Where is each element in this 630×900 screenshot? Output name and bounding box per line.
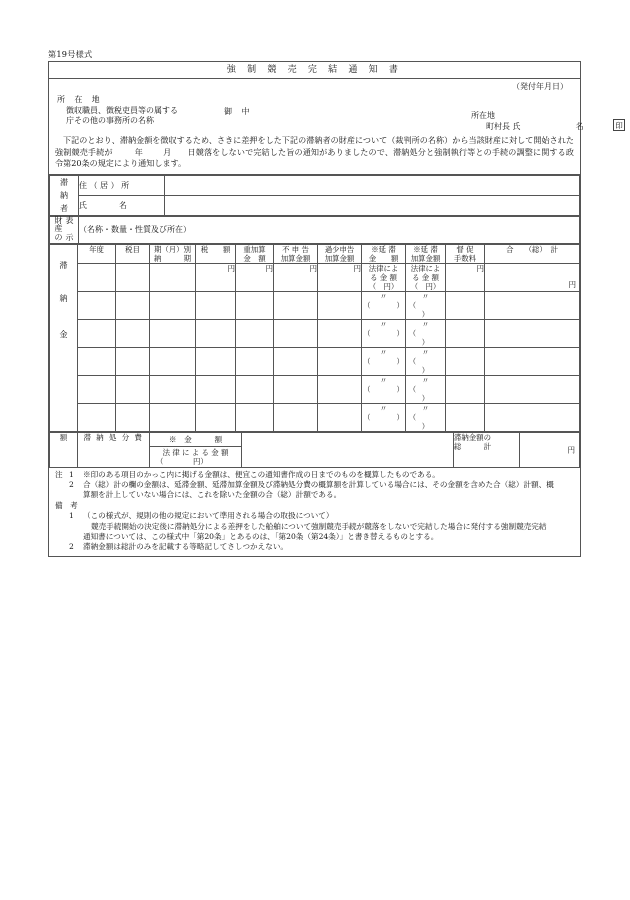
cell-entaikin[interactable] xyxy=(362,319,406,347)
ditto-entaikasan: 〃 xyxy=(421,403,430,413)
cell-entaikasan[interactable] xyxy=(406,403,446,431)
cell-zeimoku[interactable] xyxy=(116,375,150,403)
cell-fushinkoku[interactable] xyxy=(274,319,318,347)
cell-kibetsu[interactable] xyxy=(150,291,196,319)
bikou-2-text: 滞納金額は総計のみを記載する等略記してさしつかえない。 xyxy=(83,542,289,552)
recipient-office-line2: 庁その他の事務所の名称 xyxy=(66,116,154,125)
col-header-nendo: 年度 xyxy=(78,244,116,263)
cell-zeigaku[interactable] xyxy=(196,347,236,375)
cell-fushinkoku[interactable] xyxy=(274,403,318,431)
ditto-entaikasan: 〃 xyxy=(421,291,430,301)
form-frame xyxy=(48,61,623,557)
bikou-item-1 xyxy=(55,511,574,542)
cell-jukasan[interactable] xyxy=(236,347,274,375)
paren-entaikin xyxy=(362,413,405,422)
col-header-kashoshinkoku xyxy=(318,244,362,263)
ditto-entaikasan: 〃 xyxy=(421,319,430,329)
shobunhi-houritsu-block xyxy=(150,447,241,467)
notes-section xyxy=(49,468,580,556)
unit-entaikin-l3: （ 円） xyxy=(368,281,399,291)
property-header-note: （名称・数量・性質及び所在） xyxy=(79,225,191,235)
note-item-2 xyxy=(55,480,574,501)
unit-goukei-cell xyxy=(485,263,580,291)
ditto-entaikin: 〃 xyxy=(379,319,388,329)
shobunhi-houritsu-l2: （ 円） xyxy=(156,456,208,466)
cell-fushinkoku[interactable] xyxy=(274,375,318,403)
issuer-name-line xyxy=(486,121,584,132)
property-table xyxy=(49,216,580,244)
cell-nendo[interactable] xyxy=(78,319,116,347)
issue-date-label: （発付年月日） xyxy=(512,82,568,91)
paren-entaikasan xyxy=(406,385,445,403)
col-header-jukasan xyxy=(236,244,274,263)
cell-goukei[interactable] xyxy=(485,347,580,375)
paren-entaikin xyxy=(362,357,405,366)
cell-kashoshinkoku[interactable] xyxy=(318,403,362,431)
body-line-1: 下記のとおり、滞納金額を徴収するため、さきに差押をした下記の滞納者の財産について（裁判所の名称）から当該財産に対して開始された xyxy=(63,135,574,145)
cell-goukei[interactable] xyxy=(485,403,580,431)
cell-zeigaku[interactable] xyxy=(196,319,236,347)
cell-entaikin[interactable] xyxy=(362,375,406,403)
paren-entaikin xyxy=(362,385,405,394)
paren-open: （ xyxy=(363,328,371,338)
summary-spacer-cell xyxy=(242,432,454,467)
col-header-fushinkoku-l1: 不 申 告 xyxy=(282,244,309,254)
unit-tokusoku: 円 xyxy=(446,263,485,291)
body-line-3: 第20条の規定により通知します。 xyxy=(63,158,187,169)
amounts-unit-row xyxy=(50,263,580,291)
soukei-label-l2: 総 計 xyxy=(454,441,491,451)
col-header-entaikasan-l1: ※延 滞 xyxy=(413,244,438,254)
soukei-label-cell xyxy=(454,432,520,467)
unit-entaikin xyxy=(362,263,406,291)
bikou-1-text-l3: 通知書については、この様式中「第20条」とあるのは、「第20条（第24条）」と書き替えるものとする。 xyxy=(83,532,439,541)
paren-close: ） xyxy=(396,384,404,394)
taxpayer-table xyxy=(49,175,580,216)
paren-close: ） xyxy=(421,309,430,319)
paren-open: （ xyxy=(363,356,371,366)
paren-open: （ xyxy=(408,412,417,422)
recipient-block xyxy=(57,95,178,127)
cell-tokusoku[interactable] xyxy=(446,375,485,403)
property-side-char-2: 産 xyxy=(54,224,63,234)
paren-entaikasan xyxy=(406,329,445,347)
ditto-entaikin: 〃 xyxy=(379,347,388,357)
cell-kibetsu[interactable] xyxy=(150,403,196,431)
unit-entaikasan-l3: （ 円） xyxy=(410,281,441,291)
chu-label: 注 xyxy=(55,469,63,479)
cell-goukei[interactable] xyxy=(485,319,580,347)
bikou-2-num: 2 xyxy=(69,542,74,552)
cell-kashoshinkoku[interactable] xyxy=(318,347,362,375)
unit-cell-kibetsu[interactable] xyxy=(150,263,196,291)
cell-kibetsu[interactable] xyxy=(150,319,196,347)
issuer-title-label: 町村長 氏 xyxy=(486,122,521,131)
bikou-1-num: 1 xyxy=(69,511,74,521)
summary-side-label: 額 xyxy=(50,432,78,467)
col-header-fushinkoku-l2: 加算金額 xyxy=(280,253,311,263)
body-paragraph xyxy=(49,132,580,175)
taxpayer-address-label: 住 （ 居 ） 所 xyxy=(79,175,165,195)
paren-close: ） xyxy=(421,337,430,347)
property-side-char-5: 示 xyxy=(65,232,74,242)
seal-stamp-box: 印 xyxy=(613,119,625,131)
cell-nendo[interactable] xyxy=(78,291,116,319)
cell-entaikasan[interactable] xyxy=(406,347,446,375)
cell-fushinkoku[interactable] xyxy=(274,291,318,319)
taxpayer-side-char-2: 納 xyxy=(60,190,68,200)
body-line-2b: 日競落をしないで完結した旨の通知がありましたので、滞納処分と強制執行等との手続の調整に関する政令 xyxy=(55,146,574,169)
ditto-entaikin: 〃 xyxy=(379,375,388,385)
cell-zeigaku[interactable] xyxy=(196,291,236,319)
unit-entaikasan-l1: 法律によ xyxy=(410,263,441,273)
paren-open: （ xyxy=(363,412,371,422)
cell-goukei[interactable] xyxy=(485,375,580,403)
paren-entaikasan xyxy=(406,357,445,375)
soukei-unit: 円 xyxy=(567,445,575,455)
paren-entaikin xyxy=(362,301,405,310)
issuer-address-label: 所在地 xyxy=(471,111,495,120)
col-header-jukasan-l1: 重加算 xyxy=(243,244,266,254)
unit-cell-nendo[interactable] xyxy=(78,263,116,291)
taxpayer-name-value[interactable] xyxy=(165,195,580,215)
cell-jukasan[interactable] xyxy=(236,291,274,319)
unit-entaikasan xyxy=(406,263,446,291)
paren-close: ） xyxy=(421,393,430,403)
cell-kashoshinkoku[interactable] xyxy=(318,319,362,347)
shobunhi-label: 滞 納 処 分 費 xyxy=(78,432,150,467)
bikou-item-2 xyxy=(55,542,574,552)
cell-zeimoku[interactable] xyxy=(116,291,150,319)
paren-open: （ xyxy=(363,384,371,394)
amounts-side-char-3: 金 xyxy=(59,329,68,339)
bikou-1-text-block xyxy=(83,511,574,542)
col-header-kashoshinkoku-l2: 加算金額 xyxy=(324,253,355,263)
paren-close: ） xyxy=(396,412,404,422)
cell-tokusoku[interactable] xyxy=(446,347,485,375)
property-side-col-2 xyxy=(66,217,74,243)
cell-tokusoku[interactable] xyxy=(446,403,485,431)
cell-kibetsu[interactable] xyxy=(150,347,196,375)
note-2-text-block xyxy=(83,480,574,501)
cell-entaikasan[interactable] xyxy=(406,291,446,319)
unit-entaikasan-l2: る 金 額 xyxy=(412,272,439,282)
body-year-label: 年 xyxy=(134,146,143,157)
issuer-name-label: 名 xyxy=(575,122,584,131)
cell-entaikasan[interactable] xyxy=(406,375,446,403)
amounts-table xyxy=(49,244,580,432)
note-1-text: ※印のある項目のかっこ内に掲げる金額は、便宜この通知書作成の日までのものを概算したものである。 xyxy=(83,469,440,479)
ditto-entaikin: 〃 xyxy=(379,403,388,413)
paren-entaikasan xyxy=(406,301,445,319)
form-number: 第19号様式 xyxy=(48,49,93,59)
col-header-kibetsu-l2: 納 期 xyxy=(154,253,191,263)
property-side-char-1: 財 xyxy=(54,215,63,225)
col-header-kashoshinkoku-l1: 過少申告 xyxy=(324,244,355,254)
bikou-header-row xyxy=(55,501,574,511)
property-row xyxy=(50,216,580,243)
col-header-tokusoku-l1: 督 促 xyxy=(456,244,474,254)
taxpayer-name-row xyxy=(50,195,580,215)
col-header-entaikasan xyxy=(406,244,446,263)
table-row xyxy=(50,375,580,403)
unit-goukei: 円 xyxy=(568,279,576,289)
cell-jukasan[interactable] xyxy=(236,403,274,431)
cell-jukasan[interactable] xyxy=(236,319,274,347)
note-1-num: 1 xyxy=(69,469,74,479)
cell-zeigaku[interactable] xyxy=(196,403,236,431)
property-side-char-3: の xyxy=(54,232,63,242)
unit-entaikin-l2: る 金 額 xyxy=(370,272,397,282)
col-header-tokusoku-l2: 手数料 xyxy=(453,253,477,263)
amounts-header-row xyxy=(50,244,580,263)
col-header-kibetsu xyxy=(150,244,196,263)
cell-kibetsu[interactable] xyxy=(150,375,196,403)
paren-open: （ xyxy=(408,384,417,394)
paren-close: ） xyxy=(421,365,430,375)
taxpayer-name-label: 氏 名 xyxy=(79,195,165,215)
cell-fushinkoku[interactable] xyxy=(274,347,318,375)
property-side-char-4: 表 xyxy=(65,215,74,225)
soukei-value-cell[interactable] xyxy=(520,432,580,467)
ditto-entaikin: 〃 xyxy=(379,291,388,301)
cell-zeimoku[interactable] xyxy=(116,403,150,431)
table-row xyxy=(50,319,580,347)
cell-tokusoku[interactable] xyxy=(446,291,485,319)
ditto-entaikasan: 〃 xyxy=(421,375,430,385)
summary-row xyxy=(50,432,580,467)
paren-open: （ xyxy=(408,300,417,310)
paren-close: ） xyxy=(396,356,404,366)
property-description-cell[interactable] xyxy=(79,216,580,243)
unit-cell-zeimoku[interactable] xyxy=(116,263,150,291)
table-row xyxy=(50,347,580,375)
amounts-side-char-2: 納 xyxy=(59,293,68,303)
cell-tokusoku[interactable] xyxy=(446,319,485,347)
col-header-entaikin xyxy=(362,244,406,263)
taxpayer-side-char-3: 者 xyxy=(60,203,68,213)
summary-table xyxy=(49,432,580,468)
col-header-jukasan-l2: 金 額 xyxy=(243,253,266,263)
cell-zeimoku[interactable] xyxy=(116,319,150,347)
cell-kashoshinkoku[interactable] xyxy=(318,375,362,403)
col-header-entaikasan-l2: 加算金額 xyxy=(410,253,441,263)
col-header-entaikin-l1: ※延 滞 xyxy=(371,244,396,254)
ditto-entaikasan: 〃 xyxy=(421,347,430,357)
cell-nendo[interactable] xyxy=(78,375,116,403)
note-item-1 xyxy=(55,470,574,480)
note-2-text-l2: 算額を計上していない場合には、これを除いた金額の合（総）計額である。 xyxy=(83,490,342,500)
col-header-tokusoku xyxy=(446,244,485,263)
cell-nendo[interactable] xyxy=(78,347,116,375)
bikou-1-text-l2: 競売手続開始の決定後に滞納処分による差押をした船舶について強制競売手続が競落をしないで完結した場合に発付する強制競売完結 xyxy=(91,521,547,531)
col-header-zeimoku: 税目 xyxy=(116,244,150,263)
cell-kashoshinkoku[interactable] xyxy=(318,291,362,319)
cell-zeigaku[interactable] xyxy=(196,375,236,403)
shobunhi-kin-label: ※ 金 額 xyxy=(150,433,241,447)
unit-zeigaku: 円 xyxy=(196,263,236,291)
paren-open: （ xyxy=(363,300,371,310)
cell-zeimoku[interactable] xyxy=(116,347,150,375)
paren-close: ） xyxy=(396,328,404,338)
unit-entaikin-l1: 法律によ xyxy=(368,263,399,273)
cell-entaikasan[interactable] xyxy=(406,319,446,347)
col-header-zeigaku: 税 額 xyxy=(196,244,236,263)
unit-jukasan: 円 xyxy=(236,263,274,291)
paren-open: （ xyxy=(408,328,417,338)
taxpayer-side-char-1: 滞 xyxy=(60,177,68,187)
paren-entaikasan xyxy=(406,413,445,431)
amounts-side-char-1: 滞 xyxy=(59,260,68,270)
recipient-office-line1: 徴収職員、徴税吏員等の属する xyxy=(66,105,178,115)
header-address-block xyxy=(49,79,623,132)
body-month-label: 月 xyxy=(162,146,172,157)
page-title: 強 制 競 売 完 結 通 知 書 xyxy=(49,62,580,79)
paren-open: （ xyxy=(408,356,417,366)
table-row xyxy=(50,403,580,431)
property-side-label xyxy=(50,216,79,243)
note-2-num: 2 xyxy=(69,479,74,489)
taxpayer-side-label xyxy=(50,175,79,215)
paren-close: ） xyxy=(396,300,404,310)
col-header-kibetsu-l1: 期（月）別 xyxy=(154,244,191,254)
taxpayer-address-value[interactable] xyxy=(165,175,580,195)
cell-jukasan[interactable] xyxy=(236,375,274,403)
paren-close: ） xyxy=(421,421,430,431)
unit-kashoshinkoku: 円 xyxy=(318,263,362,291)
table-row xyxy=(50,291,580,319)
col-header-entaikin-l2: 金 額 xyxy=(368,253,399,263)
cell-nendo[interactable] xyxy=(78,403,116,431)
property-side-col-1 xyxy=(55,217,63,243)
recipient-honorific: 御 中 xyxy=(224,107,254,116)
col-header-fushinkoku xyxy=(274,244,318,263)
amounts-side-label xyxy=(50,244,78,431)
paren-entaikin xyxy=(362,329,405,338)
body-line-2a: 強制競売手続が xyxy=(55,146,113,157)
note-2-text-l1: 合（総）計の欄の金額は、延滞金額、延滞加算金額及び滞納処分費の概算額を計算している場合には、その金額を含めた合（総）計額、概 xyxy=(83,479,554,489)
soukei-label-l1: 滞納金額の xyxy=(454,432,491,442)
cell-entaikin[interactable] xyxy=(362,291,406,319)
unit-fushinkoku: 円 xyxy=(274,263,318,291)
bikou-1-text-l1: （この様式が、規則の他の規定において準用される場合の取扱について） xyxy=(83,511,334,521)
cell-entaikin[interactable] xyxy=(362,403,406,431)
shobunhi-houritsu-l1: 法 律 に よ る 金 額 xyxy=(162,447,229,457)
bikou-label: 備 考 xyxy=(55,500,78,510)
cell-entaikin[interactable] xyxy=(362,347,406,375)
taxpayer-address-row xyxy=(50,175,580,195)
recipient-address-label: 所 在 地 xyxy=(57,95,104,104)
col-header-goukei: 合 （総） 計 xyxy=(485,244,580,263)
cell-goukei[interactable] xyxy=(485,291,580,319)
shobunhi-amount-block xyxy=(150,432,242,467)
